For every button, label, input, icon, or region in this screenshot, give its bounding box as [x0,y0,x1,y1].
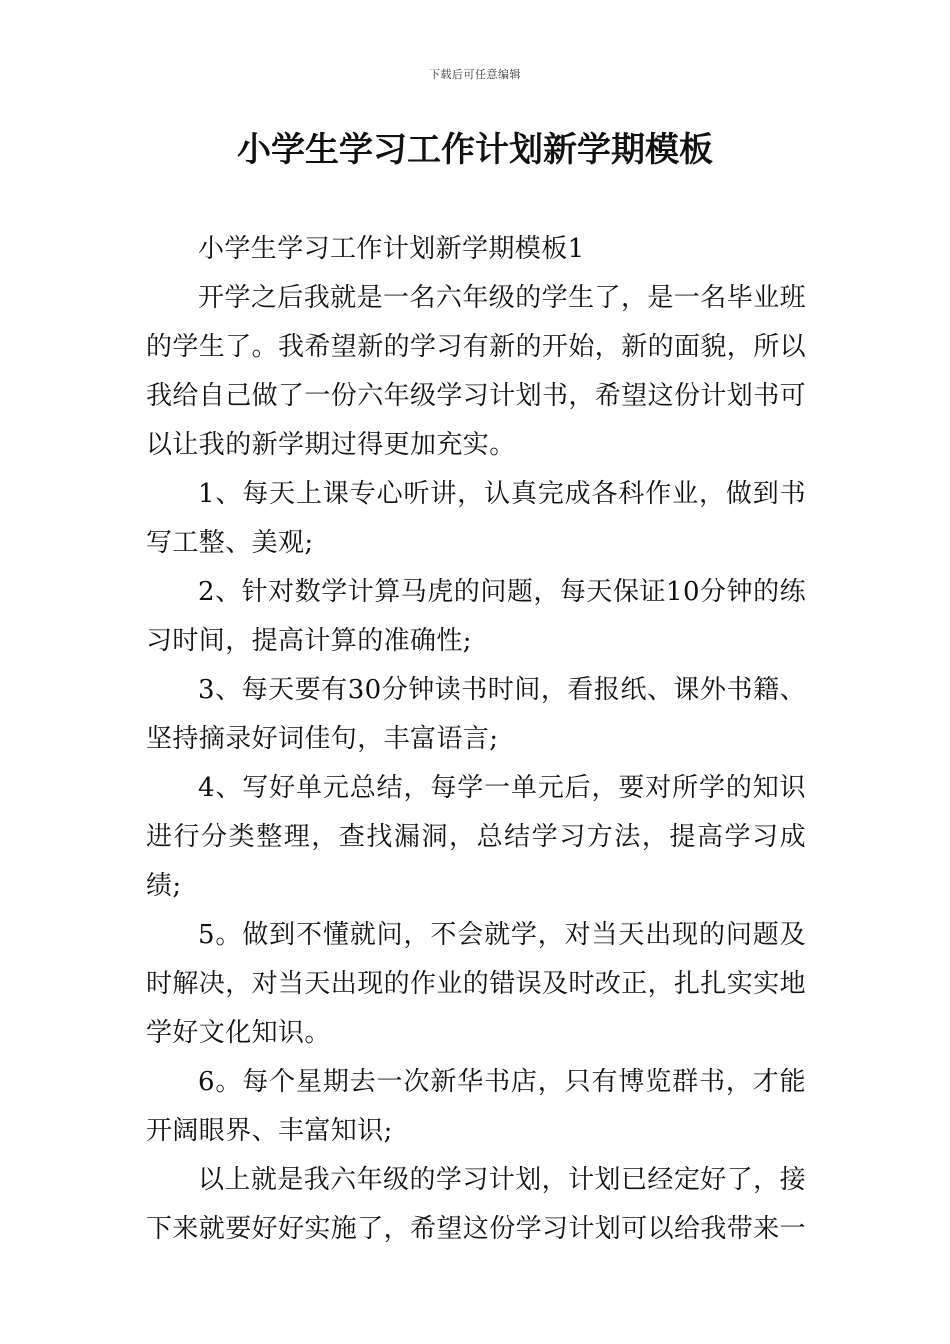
plan-item-2: 2、针对数学计算马虎的问题，每天保证10分钟的练习时间，提高计算的准确性; [146,577,806,656]
closing-paragraph: 以上就是我六年级的学习计划，计划已经定好了，接下来就要好好实施了，希望这份学习计划可以给我带来一 [146,1165,807,1244]
plan-item-3: 3、每天要有30分钟读书时间，看报纸、课外书籍、坚持摘录好词佳句，丰富语言; [146,675,806,754]
section-heading: 小学生学习工作计划新学期模板1 [198,234,585,264]
plan-item-1: 1、每天上课专心听讲，认真完成各科作业，做到书写工整、美观; [146,479,806,558]
document-title: 小学生学习工作计划新学期模板 [237,130,713,170]
plan-item-5: 5。做到不懂就问，不会就学，对当天出现的问题及时解决，对当天出现的作业的错误及时改正，扎扎实实地学好文化知识。 [146,920,807,1048]
header-note: 下载后可任意编辑 [429,68,521,81]
intro-paragraph: 开学之后我就是一名六年级的学生了，是一名毕业班的学生了。我希望新的学习有新的开始，新的面貌，所以我给自己做了一份六年级学习计划书，希望这份计划书可以让我的新学期过得更加充实。 [146,283,807,460]
plan-item-4: 4、写好单元总结，每学一单元后，要对所学的知识进行分类整理，查找漏洞，总结学习方法，提高学习成绩; [146,773,806,901]
plan-item-6: 6。每个星期去一次新华书店，只有博览群书，才能开阔眼界、丰富知识; [146,1067,806,1146]
document-body [146,225,806,1254]
